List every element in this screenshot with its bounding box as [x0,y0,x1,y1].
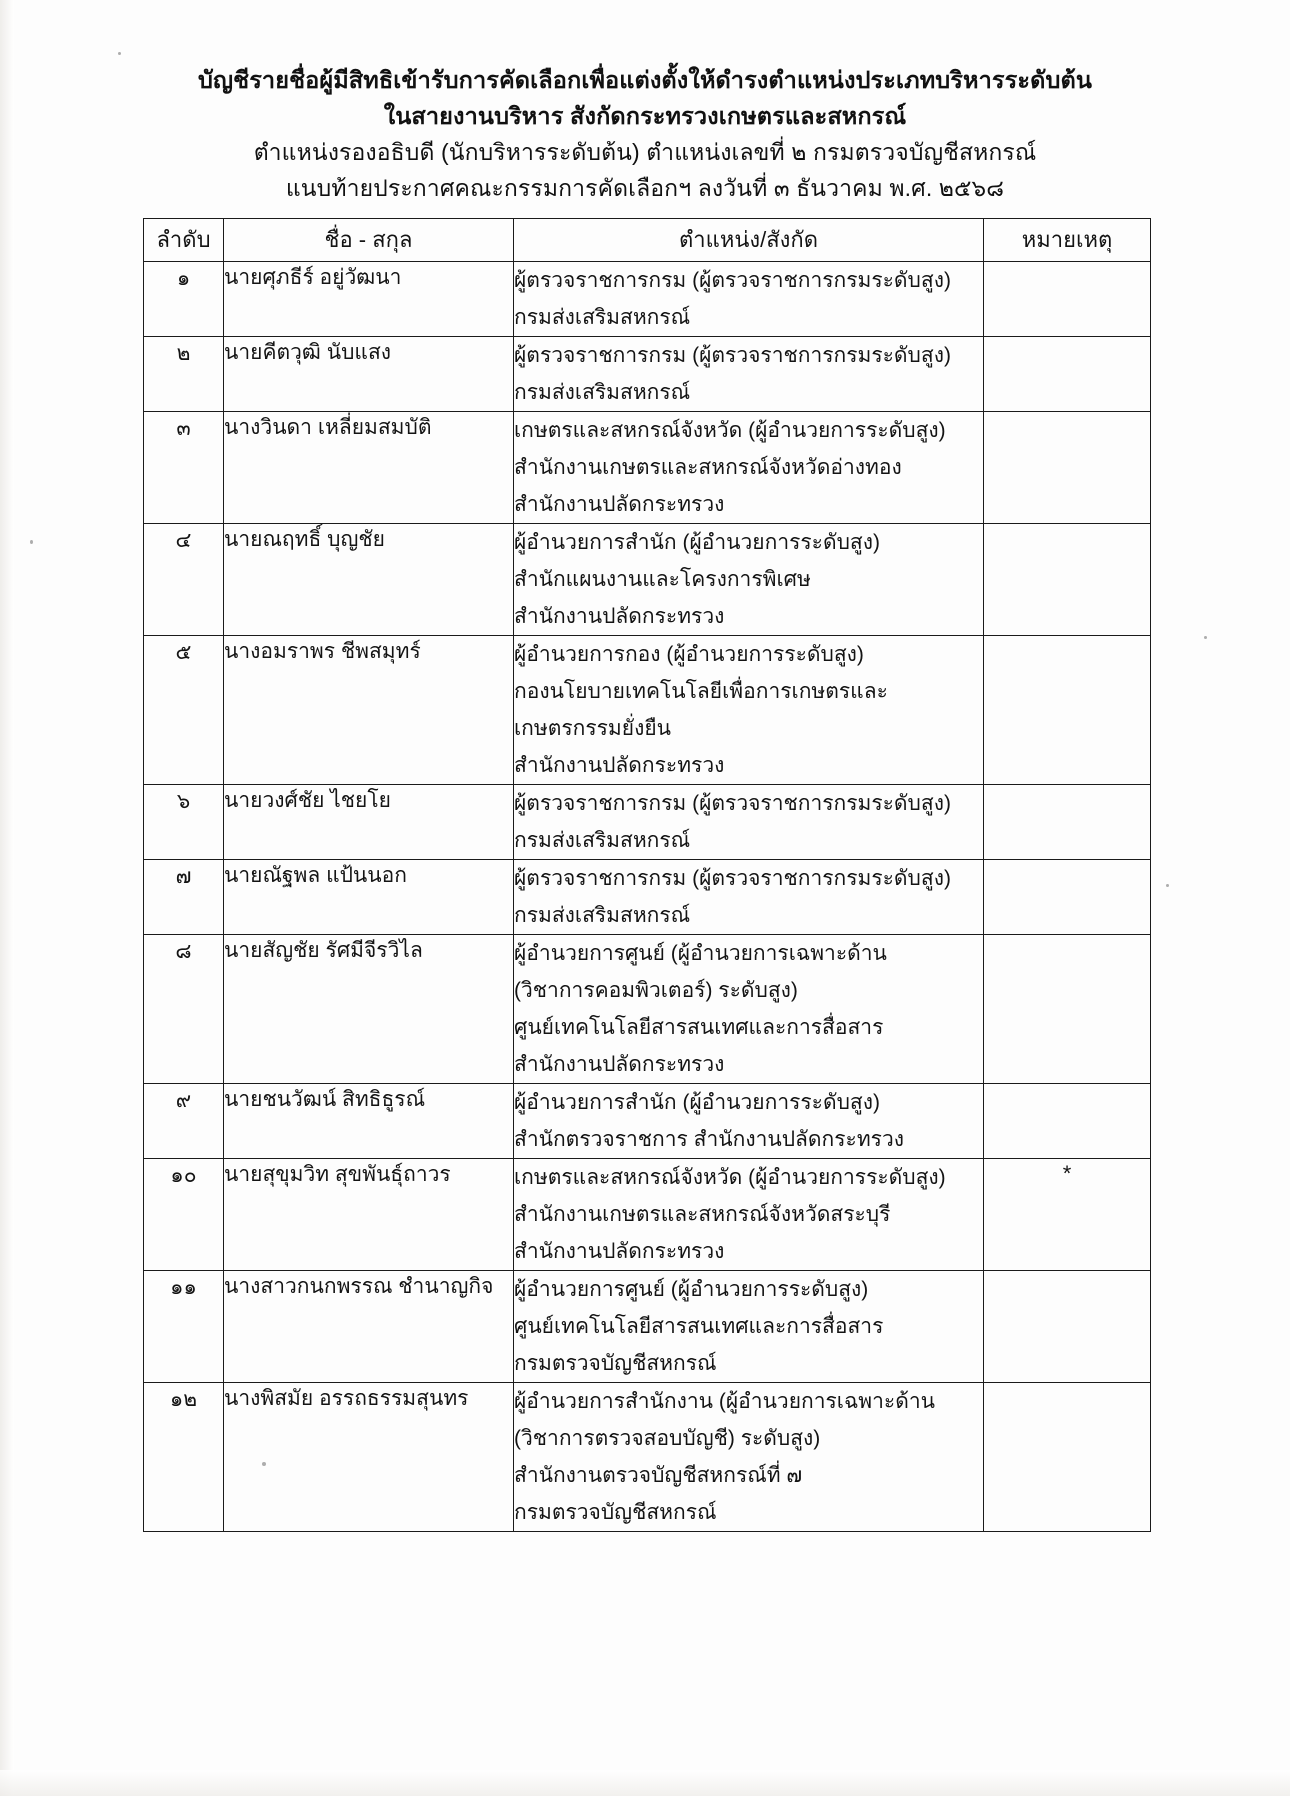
table-row [144,935,1151,1084]
cell-position-affiliation [514,1271,984,1383]
cell-position-affiliation [514,337,984,412]
position-line: สำนักงานตรวจบัญชีสหกรณ์ที่ ๗ [514,1464,803,1487]
document-heading [70,62,1220,206]
position-line: สำนักงานปลัดกระทรวง [514,1240,725,1263]
position-line: สำนักงานปลัดกระทรวง [514,493,725,516]
column-header-order: ลำดับ [144,219,224,262]
table-row [144,636,1151,785]
position-line: สำนักตรวจราชการ สำนักงานปลัดกระทรวง [514,1128,904,1151]
position-line: ผู้อำนวยการกอง (ผู้อำนวยการระดับสูง) [514,643,864,666]
cell-full-name: นายณฤทธิ์ บุญชัย [224,524,514,636]
cell-note [984,524,1151,636]
cell-note [984,1271,1151,1383]
cell-note [984,860,1151,935]
position-line: เกษตรกรรมยั่งยืน [514,717,671,740]
cell-order: ๓ [144,412,224,524]
position-line: ผู้อำนวยการศูนย์ (ผู้อำนวยการเฉพาะด้าน [514,942,887,965]
position-line: สำนักงานเกษตรและสหกรณ์จังหวัดอ่างทอง [514,456,902,479]
table-row [144,1084,1151,1159]
cell-full-name: นายคีตวุฒิ นับแสง [224,337,514,412]
heading-line-1: บัญชีรายชื่อผู้มีสิทธิเข้ารับการคัดเลือกเพื่อแต่งตั้งให้ดำรงตำแหน่งประเภทบริหารระดับต้น [198,67,1092,93]
position-line: ผู้อำนวยการสำนักงาน (ผู้อำนวยการเฉพาะด้าน [514,1390,935,1413]
table-row [144,1159,1151,1271]
position-line: ผู้อำนวยการสำนัก (ผู้อำนวยการระดับสูง) [514,531,880,554]
position-line: กรมส่งเสริมสหกรณ์ [514,829,691,852]
table-row [144,860,1151,935]
cell-position-affiliation [514,1159,984,1271]
table-row [144,1271,1151,1383]
position-line: (วิชาการคอมพิวเตอร์) ระดับสูง) [514,979,798,1002]
position-line: เกษตรและสหกรณ์จังหวัด (ผู้อำนวยการระดับสูง) [514,1166,946,1189]
cell-order: ๑๐ [144,1159,224,1271]
cell-full-name: นายวงศ์ชัย ไชยโย [224,785,514,860]
asterisk-note-icon: * [1062,1161,1072,1186]
cell-position-affiliation [514,1084,984,1159]
column-header-note: หมายเหตุ [984,219,1151,262]
cell-full-name: นายชนวัฒน์ สิทธิธูรณ์ [224,1084,514,1159]
position-line: ศูนย์เทคโนโลยีสารสนเทศและการสื่อสาร [514,1016,884,1039]
cell-full-name: นายสัญชัย รัศมีจีรวิไล [224,935,514,1084]
position-line: ผู้ตรวจราชการกรม (ผู้ตรวจราชการกรมระดับสูง) [514,792,951,815]
scan-speck [30,540,33,544]
table-header-row [144,219,1151,262]
cell-position-affiliation [514,935,984,1084]
scan-speck [1204,636,1207,639]
cell-full-name: นางวินดา เหลี่ยมสมบัติ [224,412,514,524]
cell-order: ๘ [144,935,224,1084]
cell-full-name: นางพิสมัย อรรถธรรมสุนทร [224,1383,514,1532]
cell-order: ๑๑ [144,1271,224,1383]
cell-note [984,1383,1151,1532]
cell-position-affiliation [514,1383,984,1532]
position-line: กรมส่งเสริมสหกรณ์ [514,381,691,404]
table-row [144,337,1151,412]
cell-full-name: นางสาวกนกพรรณ ชำนาญกิจ [224,1271,514,1383]
cell-order: ๕ [144,636,224,785]
position-line: ผู้อำนวยการศูนย์ (ผู้อำนวยการระดับสูง) [514,1278,869,1301]
cell-order: ๗ [144,860,224,935]
column-header-position: ตำแหน่ง/สังกัด [514,219,984,262]
position-line: สำนักแผนงานและโครงการพิเศษ [514,568,811,591]
cell-order: ๙ [144,1084,224,1159]
cell-order: ๔ [144,524,224,636]
scan-speck [1166,884,1169,887]
cell-full-name: นายณัฐพล แป้นนอก [224,860,514,935]
cell-order: ๖ [144,785,224,860]
position-line: กรมตรวจบัญชีสหกรณ์ [514,1352,717,1375]
table-row [144,262,1151,337]
cell-position-affiliation [514,262,984,337]
table-row [144,1383,1151,1532]
cell-position-affiliation [514,636,984,785]
cell-note [984,636,1151,785]
column-header-name: ชื่อ - สกุล [224,219,514,262]
cell-full-name: นางอมราพร ชีพสมุทร์ [224,636,514,785]
position-line: ผู้ตรวจราชการกรม (ผู้ตรวจราชการกรมระดับสูง) [514,344,951,367]
position-line: สำนักงานปลัดกระทรวง [514,1053,725,1076]
candidates-table [143,218,1151,1532]
scan-edge-artifact-left [0,0,14,1796]
cell-note [984,1159,1151,1271]
cell-position-affiliation [514,785,984,860]
scan-edge-artifact-bottom [0,1770,1290,1796]
cell-order: ๑๒ [144,1383,224,1532]
cell-note [984,262,1151,337]
position-line: กองนโยบายเทคโนโลยีเพื่อการเกษตรและ [514,680,888,703]
position-line: (วิชาการตรวจสอบบัญชี) ระดับสูง) [514,1427,821,1450]
position-line: สำนักงานปลัดกระทรวง [514,605,725,628]
cell-position-affiliation [514,412,984,524]
position-line: กรมส่งเสริมสหกรณ์ [514,904,691,927]
table-row [144,524,1151,636]
cell-note [984,337,1151,412]
cell-note [984,412,1151,524]
cell-full-name: นายศุภธีร์ อยู่วัฒนา [224,262,514,337]
heading-line-4: แนบท้ายประกาศคณะกรรมการคัดเลือกฯ ลงวันที่ ๓ ธันวาคม พ.ศ. ๒๕๖๘ [285,175,1005,201]
cell-note [984,935,1151,1084]
position-line: เกษตรและสหกรณ์จังหวัด (ผู้อำนวยการระดับสูง) [514,419,946,442]
position-line: ศูนย์เทคโนโลยีสารสนเทศและการสื่อสาร [514,1315,884,1338]
cell-order: ๑ [144,262,224,337]
cell-position-affiliation [514,524,984,636]
candidates-table-body [144,262,1151,1532]
cell-position-affiliation [514,860,984,935]
scan-speck [118,52,121,55]
cell-note [984,785,1151,860]
position-line: กรมส่งเสริมสหกรณ์ [514,306,691,329]
position-line: สำนักงานเกษตรและสหกรณ์จังหวัดสระบุรี [514,1203,891,1226]
table-row [144,785,1151,860]
table-row [144,412,1151,524]
cell-order: ๒ [144,337,224,412]
position-line: กรมตรวจบัญชีสหกรณ์ [514,1501,717,1524]
position-line: ผู้ตรวจราชการกรม (ผู้ตรวจราชการกรมระดับสูง) [514,867,951,890]
cell-note [984,1084,1151,1159]
position-line: สำนักงานปลัดกระทรวง [514,754,725,777]
cell-full-name: นายสุขุมวิท สุขพันธุ์ถาวร [224,1159,514,1271]
heading-line-3: ตำแหน่งรองอธิบดี (นักบริหารระดับต้น) ตำแหน่งเลขที่ ๒ กรมตรวจบัญชีสหกรณ์ [253,139,1037,165]
position-line: ผู้ตรวจราชการกรม (ผู้ตรวจราชการกรมระดับสูง) [514,269,951,292]
heading-line-2: ในสายงานบริหาร สังกัดกระทรวงเกษตรและสหกรณ์ [383,103,907,129]
position-line: ผู้อำนวยการสำนัก (ผู้อำนวยการระดับสูง) [514,1091,880,1114]
